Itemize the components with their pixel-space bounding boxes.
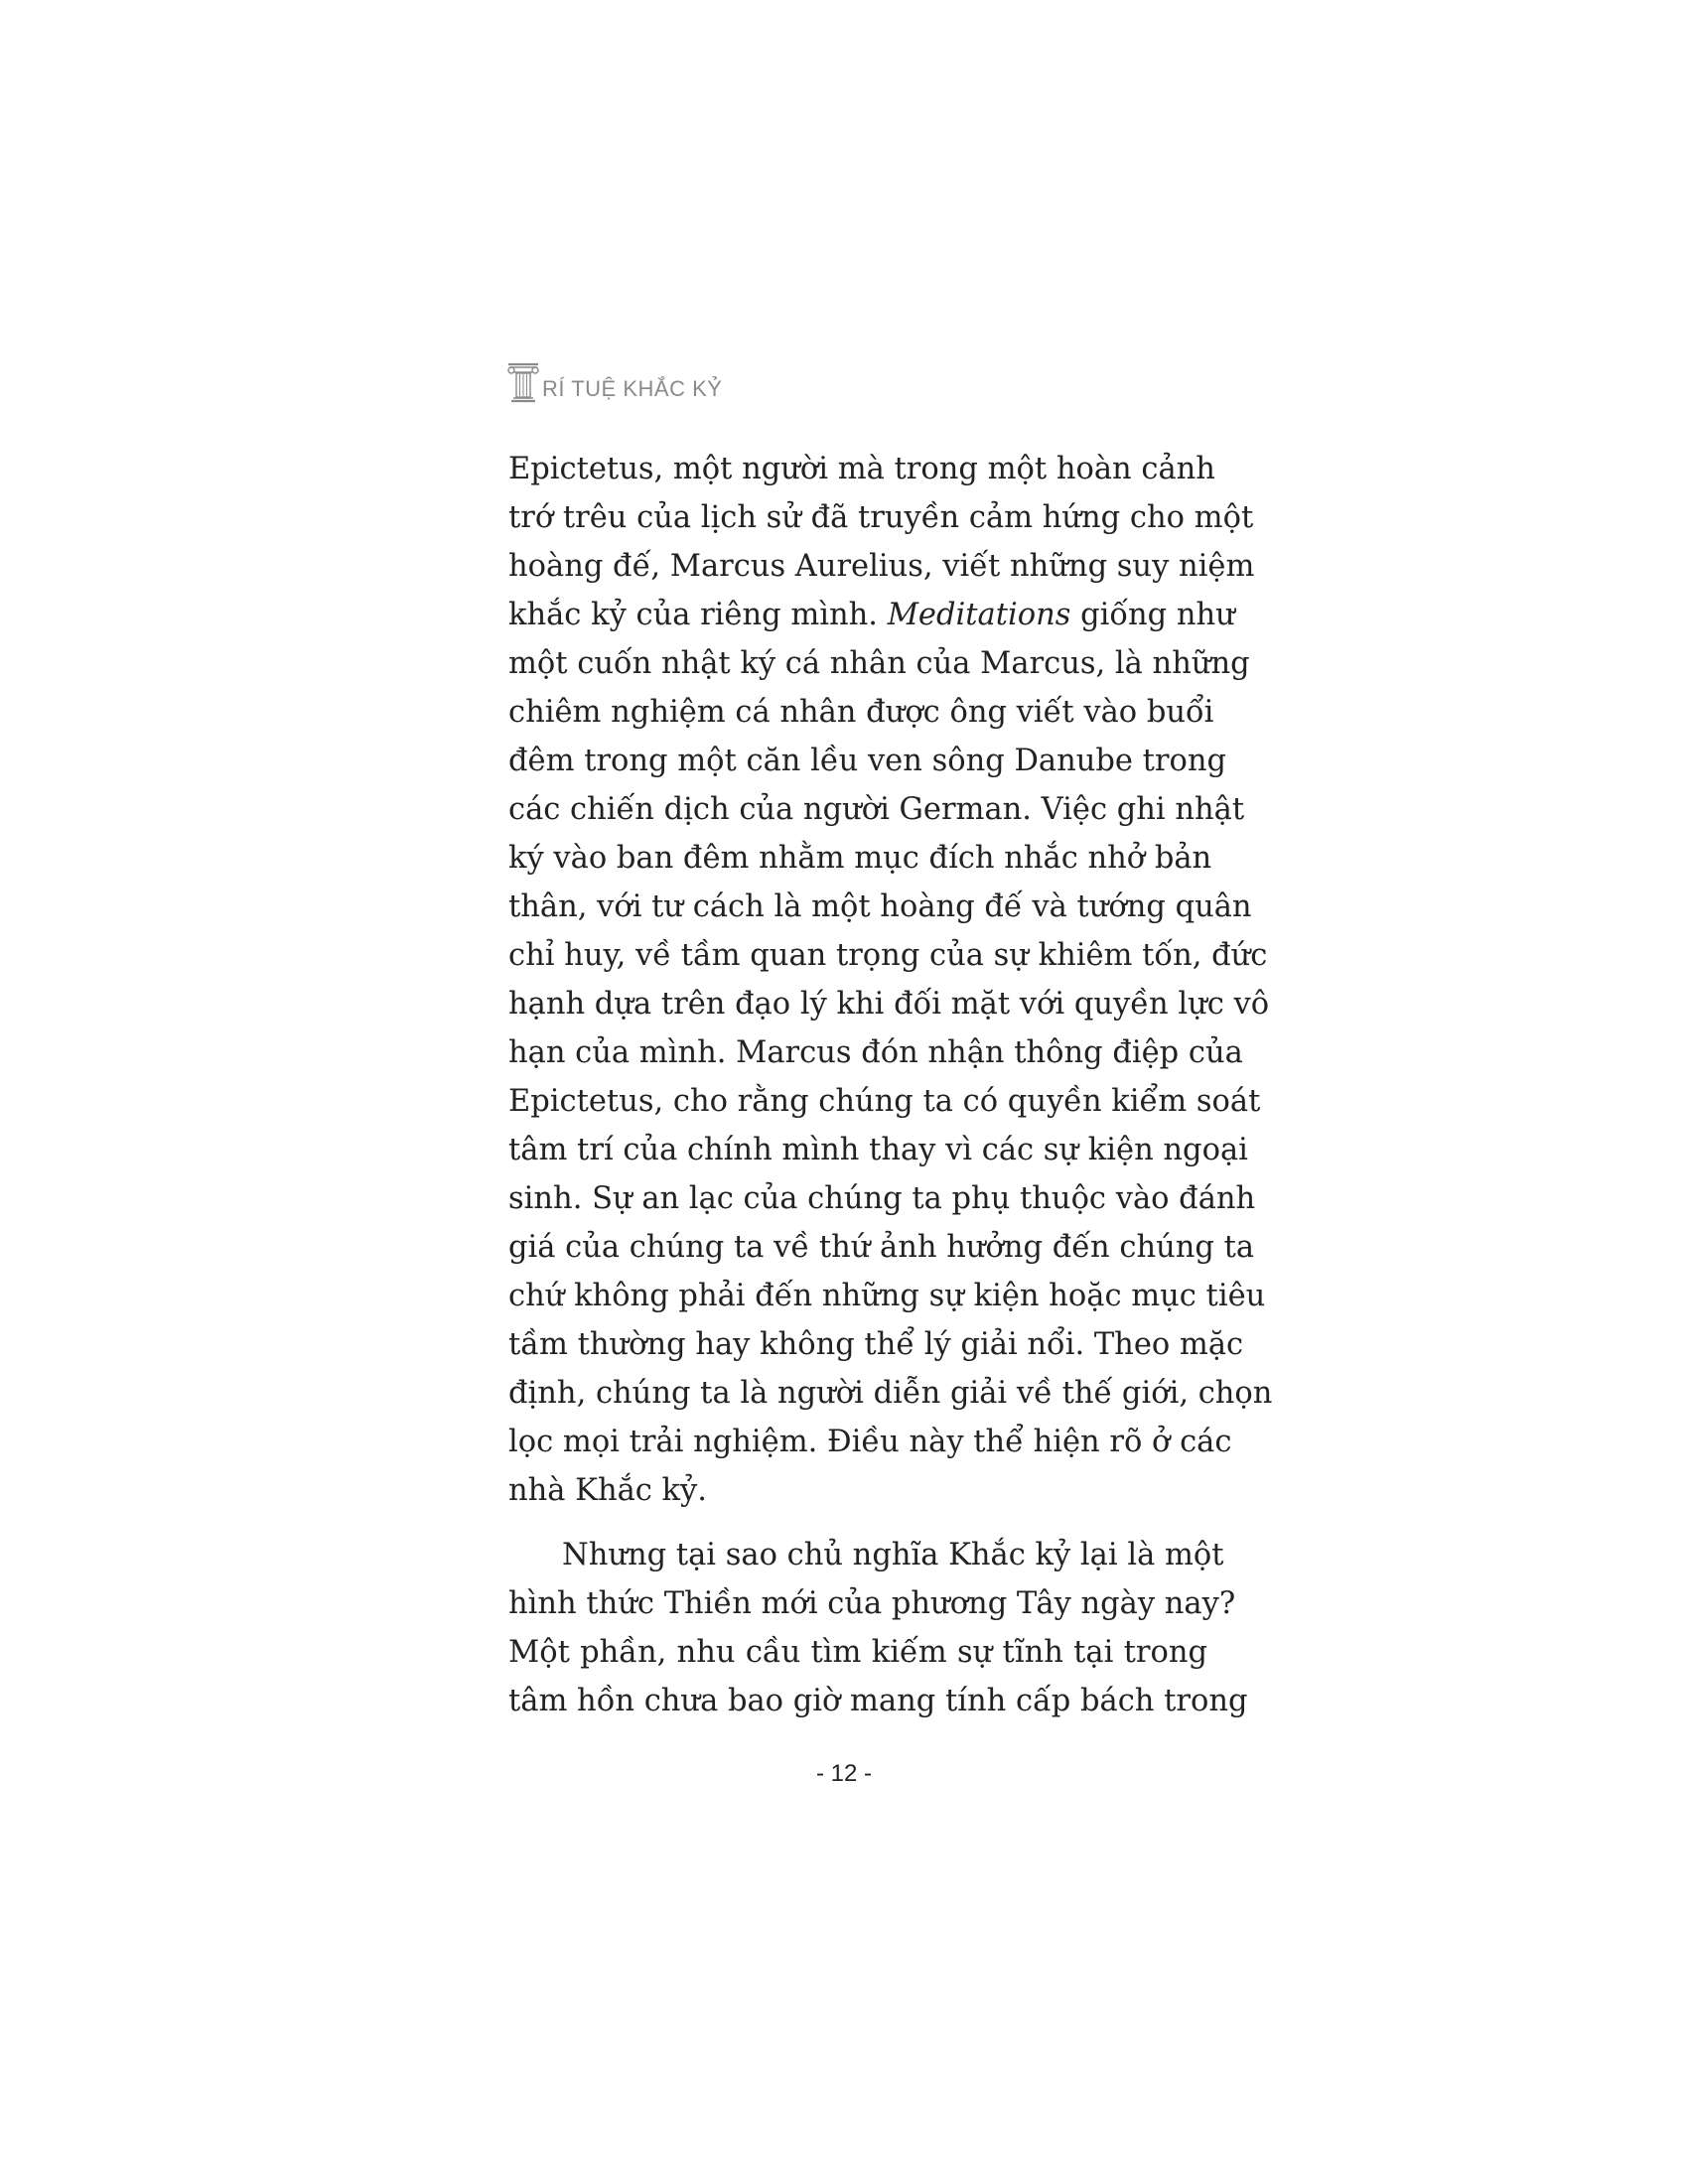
ionic-column-initial-icon bbox=[506, 361, 540, 403]
text-line-with-title bbox=[508, 591, 1235, 639]
text-line: chứ không phải đến những sự kiện hoặc mục tiêu bbox=[508, 1279, 1266, 1313]
text-line: tâm trí của chính mình thay vì các sự kiện ngoại bbox=[508, 1133, 1248, 1167]
text-line: hạnh dựa trên đạo lý khi đối mặt với quyền lực vô bbox=[508, 987, 1270, 1022]
book-title-meditations: Meditations bbox=[887, 598, 1071, 632]
text-line: hoàng đế, Marcus Aurelius, viết những suy niệm bbox=[508, 549, 1255, 584]
text-line: Epictetus, một người mà trong một hoàn cảnh bbox=[508, 452, 1215, 486]
text-line: đêm trong một căn lều ven sông Danube trong bbox=[508, 744, 1227, 778]
text-line: giá của chúng ta về thứ ảnh hưởng đến chúng ta bbox=[508, 1230, 1255, 1265]
page-number: - 12 - bbox=[815, 1760, 872, 1787]
text-line: hạn của mình. Marcus đón nhận thông điệp của bbox=[508, 1035, 1243, 1070]
text-line: các chiến dịch của người German. Việc ghi nhật bbox=[508, 792, 1245, 827]
paragraph-gap bbox=[508, 1515, 1207, 1531]
text-line: hình thức Thiền mới của phương Tây ngày nay? bbox=[508, 1586, 1236, 1621]
text-line: trớ trêu của lịch sử đã truyền cảm hứng cho một bbox=[508, 500, 1254, 535]
paragraph-2 bbox=[508, 1531, 1248, 1725]
text-line: một cuốn nhật ký cá nhân của Marcus, là những bbox=[508, 646, 1250, 681]
text-line: chiêm nghiệm cá nhân được ông viết vào buổi bbox=[508, 695, 1214, 730]
text-line: Epictetus, cho rằng chúng ta có quyền kiểm soát bbox=[508, 1084, 1261, 1119]
text-line: nhà Khắc kỷ. bbox=[508, 1473, 707, 1508]
text-line: Nhưng tại sao chủ nghĩa Khắc kỷ lại là một bbox=[562, 1538, 1224, 1572]
paragraph-1 bbox=[508, 445, 1273, 1515]
text-line: ký vào ban đêm nhằm mục đích nhắc nhở bản bbox=[508, 841, 1212, 876]
body-text bbox=[508, 445, 1273, 1725]
text-line: Một phần, nhu cầu tìm kiếm sự tĩnh tại trong bbox=[508, 1635, 1207, 1670]
text-line: chỉ huy, về tầm quan trọng của sự khiêm tốn, đức bbox=[508, 938, 1268, 973]
text-line: lọc mọi trải nghiệm. Điều này thể hiện rõ ở các bbox=[508, 1425, 1232, 1459]
text-run: khắc kỷ của riêng mình. bbox=[508, 598, 888, 632]
running-head-title: RÍ TUỆ KHẮC KỶ bbox=[542, 376, 723, 401]
text-run: giống như bbox=[1070, 598, 1235, 632]
text-line: tầm thường hay không thể lý giải nổi. Theo mặc bbox=[508, 1327, 1244, 1362]
text-line: thân, với tư cách là một hoàng đế và tướng quân bbox=[508, 889, 1252, 924]
text-line: định, chúng ta là người diễn giải về thế giới, chọn bbox=[508, 1376, 1273, 1411]
text-line: tâm hồn chưa bao giờ mang tính cấp bách trong bbox=[508, 1684, 1248, 1718]
running-head bbox=[506, 359, 722, 403]
text-line: sinh. Sự an lạc của chúng ta phụ thuộc vào đánh bbox=[508, 1181, 1256, 1216]
